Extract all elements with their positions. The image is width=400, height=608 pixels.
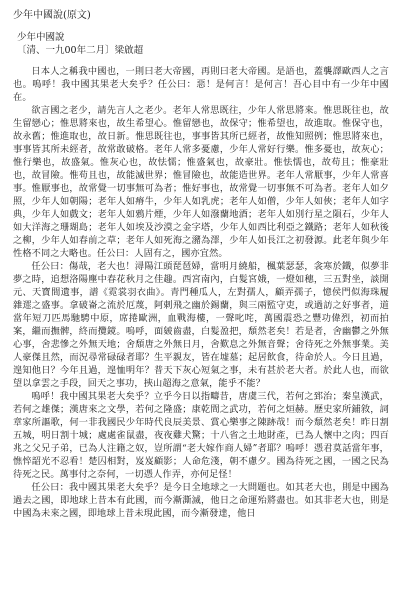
document-byline: 〔清、一九00年二月〕梁啟超	[17, 45, 144, 56]
title-block	[9, 31, 391, 57]
document-title: 少年中國說	[17, 32, 65, 43]
paragraph-3: 任公曰：傷哉，老大也！潯陽江頭琵琶婦，當明月繞船，楓葉瑟瑟，衾寒於鐵，似夢非夢之時，追想洛陽塵中春花秋月之佳趣。西宮南內，白髮宮娥，一燈如穗，三五對坐，談開元、天寶間遺事，譜《霓裳羽衣曲》。青門種瓜人，左對孺人，顧弄孺子，憶侯門似海珠履雜遝之盛事。拿破崙之流於厄蔑，阿剌飛之幽於錫蘭，與三兩監守吏，或過訪之好事者，道當年短刀匹馬馳騁中原，席捲歐洲，血戰海樓，一聲叱咤，萬國震恐之豐功偉烈，初而拍案，繼而撫髀，終而攬鏡。嗚呼，面皴齒盡，白髮盈把，頹然老矣！若是者，舍幽鬱之外無心事，舍悲慘之外無天地；舍頹唐之外無日月，舍歎息之外無音聲；舍待死之外無事業。美人豪傑且然，而況尋常碌碌者耶？生平親友，皆在墟墓；起居飲食，待命於人。今日且過，遑知他日？今年且過，遑恤明年？普天下灰心短氣之事，未有甚於老大者。於此人也，而欲望以拿雲之手段，回天之事功，挾山超海之意氣，能乎不能？	[13, 261, 389, 389]
paragraph-5: 任公曰：我中國其果老大矣乎？是今日全地球之一大問題也。如其老大也，則是中國為過去之國，即地球上昔本有此國，而今漸澌滅，他日之命運殆將盡也。如其非老大也，則是中國為未來之國，即地球上昔未現此國，而今漸發達，他日	[13, 482, 389, 519]
paragraph-4: 嗚呼！我中國其果老大矣乎？立乎今日以指疇昔，唐虞三代，若何之郅治；秦皇漢武，若何之雄傑；漢唐來之文學，若何之隆盛；康乾間之武功，若何之烜赫。歷史家所鋪敘，詞章家所謳歌，何一非我國民少年時代良辰美景、賞心樂事之陳跡哉！而今頹然老矣！昨日割五城，明日割十城；處處雀鼠盡，夜夜雞犬驚；十八省之土地財產，已為人懷中之肉；四百兆之父兄子弟，已為人注籍之奴，豈所謂“老大嫁作商人婦”者耶？嗚呼！憑君莫話當年事，憔悴韶光不忍看！楚囚相對，岌岌顧影；人命危淺，朝不慮夕。國為待死之國，一國之民為待死之民。萬事付之奈何，一切憑人作弄，亦何足怪！	[13, 391, 389, 480]
document-body	[9, 65, 391, 520]
paragraph-1: 日本人之稱我中國也，一則曰老大帝國，再則曰老大帝國。是語也，蓋襲譯歐西人之言也。嗚呼！我中國其果老大矣乎？任公曰：惡！是何言！是何言！吾心目中有一少年中國在。	[13, 66, 389, 103]
paragraph-2: 欲言國之老少，請先言人之老少。老年人常思既往，少年人常思將來。惟思既往也，故生留戀心；惟思將來也，故生希望心。惟留戀也，故保守；惟希望也，故進取。惟保守也，故永舊；惟進取也，故日新。惟思既往也，事事皆其所已經者，故惟知照例；惟思將來也，事事皆其所未經者，故常敢破格。老年人常多憂慮，少年人常好行樂。惟多憂也，故灰心；惟行樂也，故盛氣。惟灰心也，故怯懦；惟盛氣也，故豪壯。惟怯懦也，故苟且；惟豪壯也，故冒險。惟苟且也，故能滅世界；惟冒險也，故能造世界。老年人常厭事，少年人常喜事。惟厭事也，故常覺一切事無可為者；惟好事也，故常覺一切事無不可為者。老年人如夕照，少年人如朝陽；老年人如瘠牛，少年人如乳虎；老年人如僧，少年人如俠；老年人如字典，少年人如戲文；老年人如鴉片煙，少年人如潑蘭地酒；老年人如別行星之隕石，少年人如大洋海之珊瑚島；老年人如埃及沙漠之金字塔，少年人如西比利亞之鐵路；老年人如秋後之柳，少年人如春前之草；老年人如死海之瀦為澤，少年人如長江之初發源。此老年與少年性格不同之大略也。任公曰：人固有之，國亦宜然。	[13, 105, 389, 259]
document-header: 少年中國說(原文)	[13, 10, 91, 21]
